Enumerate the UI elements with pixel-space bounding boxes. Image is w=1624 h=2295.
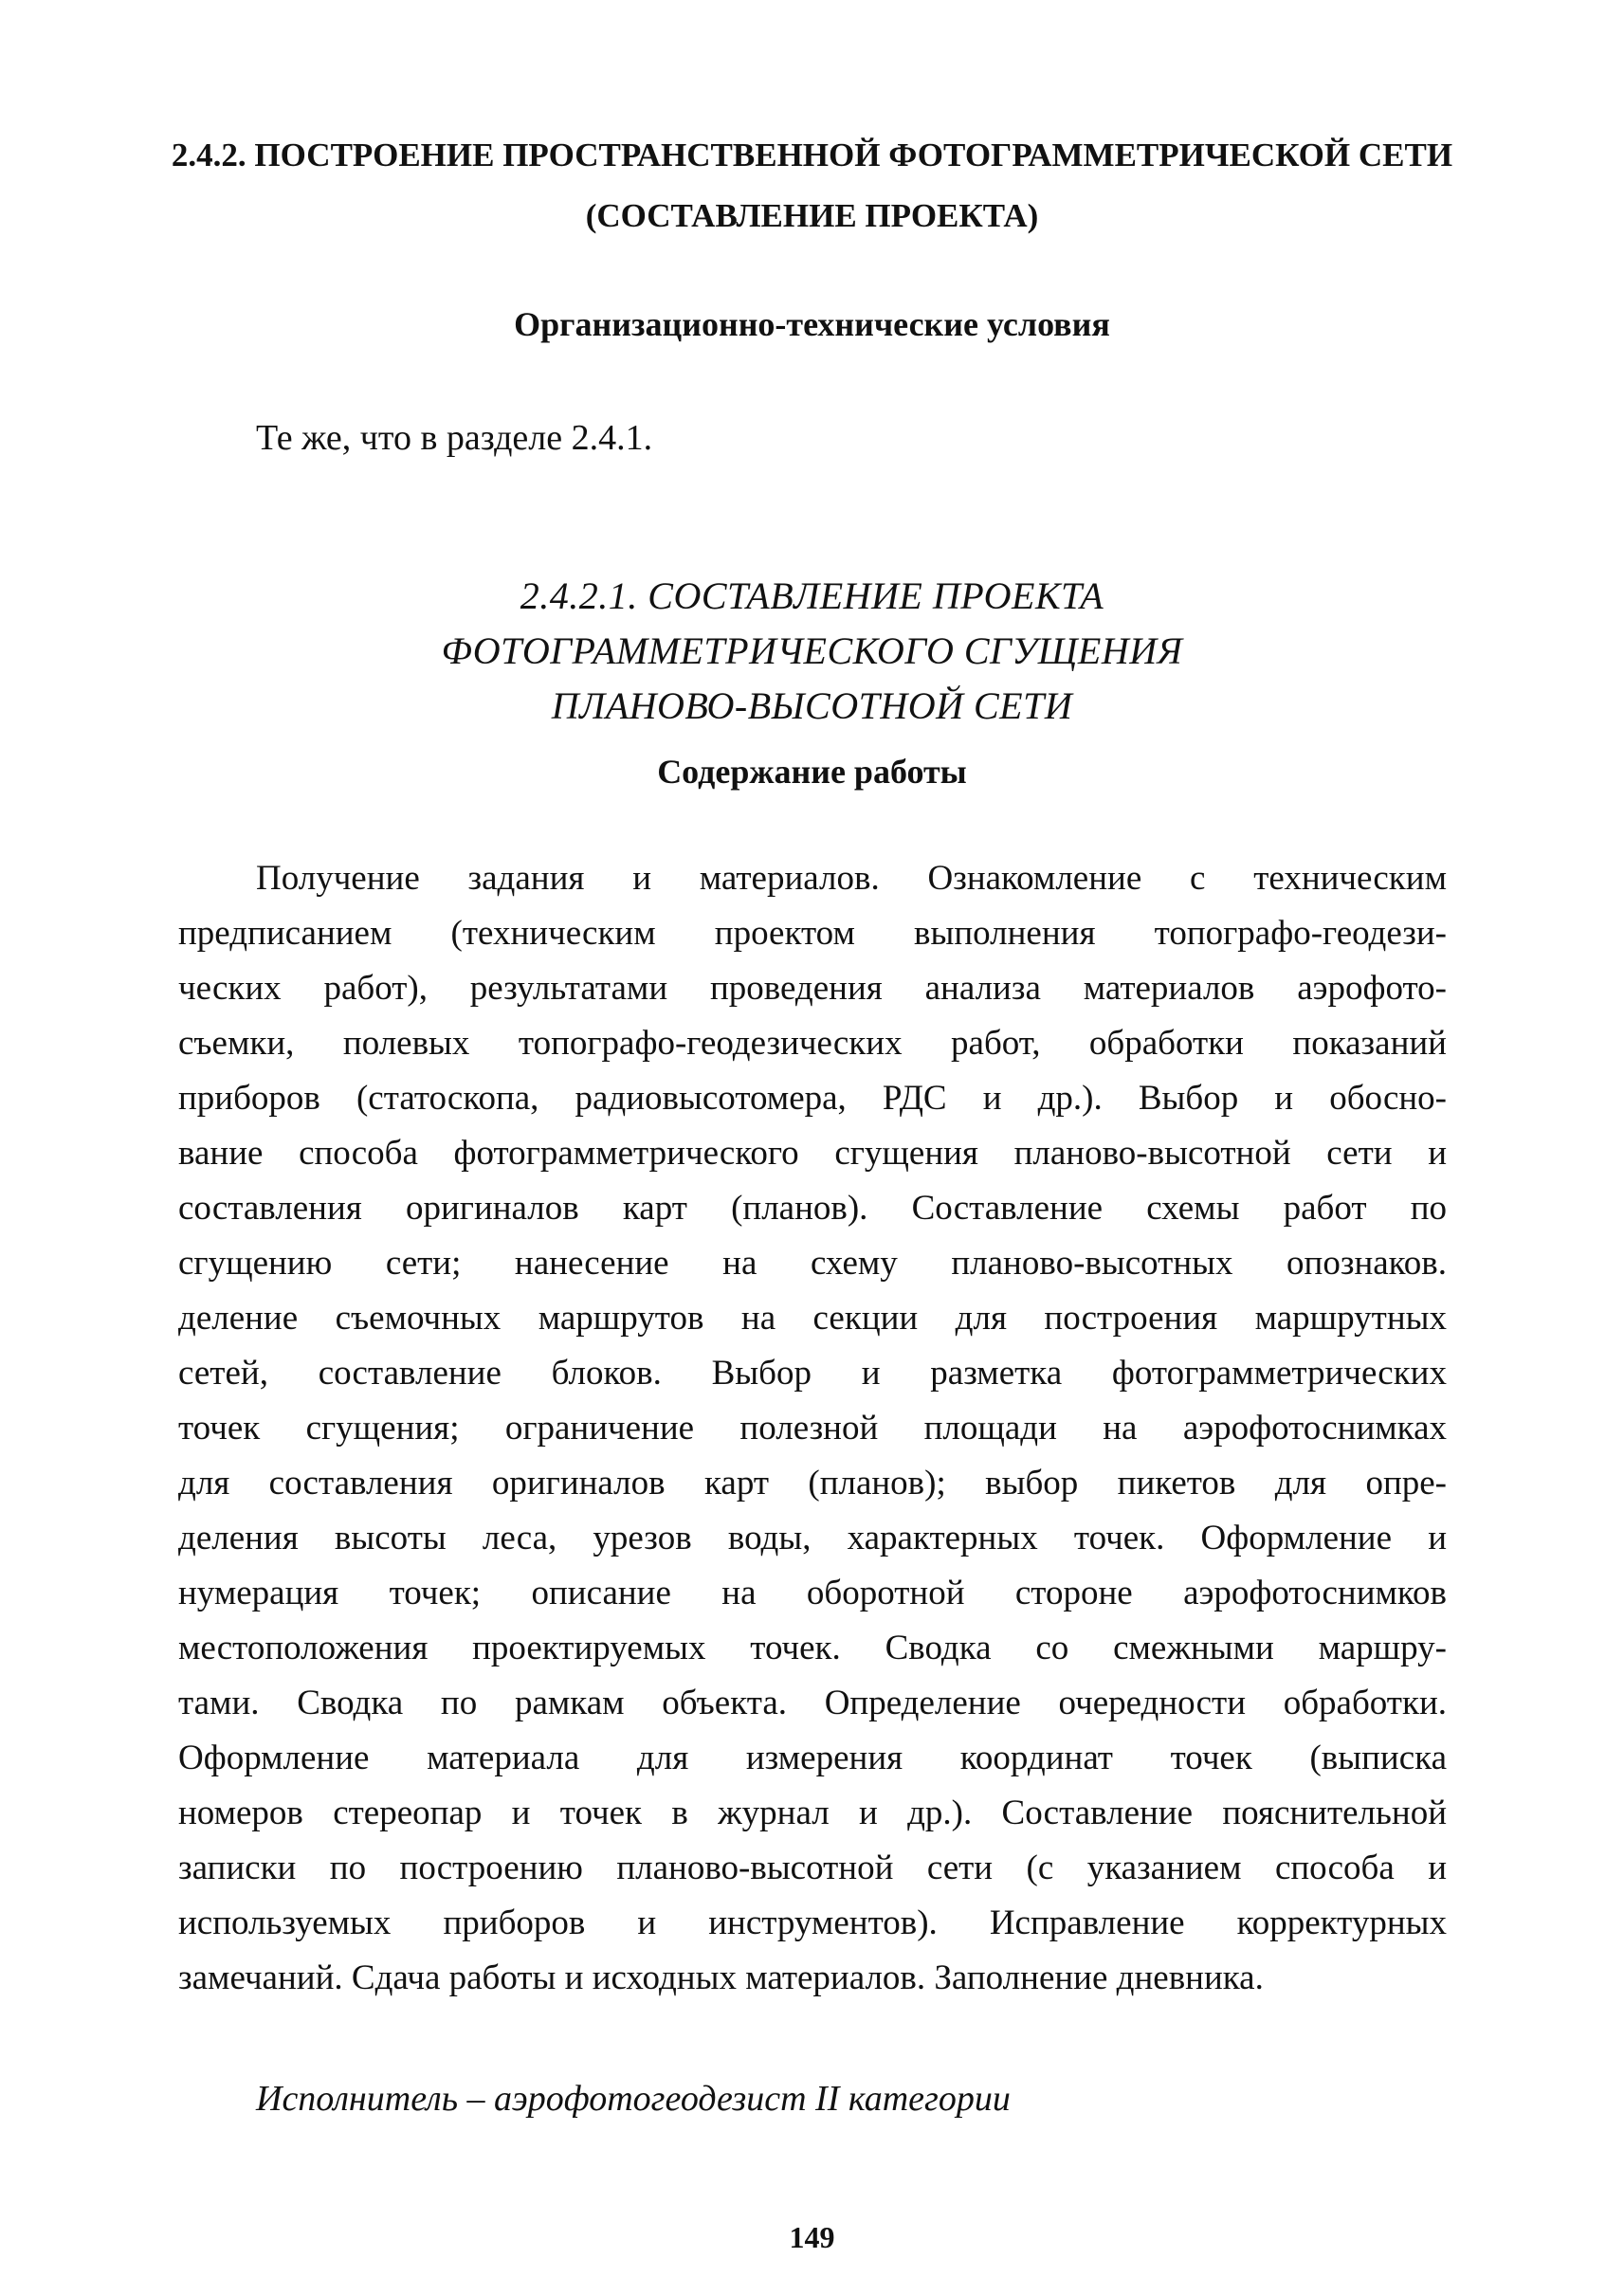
paragraph-line: нумерация точек; описание на оборотной стороне аэрофотоснимков: [178, 1574, 1447, 1612]
paragraph-line: Оформление материала для измерения координат точек (выписка: [178, 1739, 1447, 1777]
paragraph-line: сгущению сети; нанесение на схему планово-высотных опознаков.: [178, 1244, 1447, 1283]
paragraph-line: точек сгущения; ограничение полезной площади на аэрофотоснимках: [178, 1409, 1447, 1448]
paragraph-line: местоположения проектируемых точек. Сводка со смежными маршру-: [178, 1629, 1447, 1667]
executor-line: Исполнитель – аэрофотогеодезист II категории: [256, 2079, 1011, 2119]
paragraph-line: тами. Сводка по рамкам объекта. Определение очередности обработки.: [178, 1684, 1447, 1722]
subsection-title: [152, 569, 1472, 734]
section-title-line: 2.4.2. ПОСТРОЕНИЕ ПРОСТРАНСТВЕННОЙ ФОТОГРАММЕТРИЧЕСКОЙ СЕТИ: [171, 137, 1453, 173]
paragraph-line: вание способа фотограмметрического сгущения планово-высотной сети и: [178, 1134, 1447, 1173]
paragraph-line: номеров стереопар и точек в журнал и др.). Составление пояснительной: [178, 1794, 1447, 1832]
paragraph-line: используемых приборов и инструментов). Исправление корректурных: [178, 1903, 1447, 1942]
paragraph-line: предписанием (техническим проектом выполнения топографо-геодези-: [178, 914, 1447, 953]
page-number: 149: [789, 2220, 835, 2254]
paragraph-line: замечаний. Сдача работы и исходных материалов. Заполнение дневника.: [178, 1958, 1264, 1997]
conditions-heading: Организационно-технические условия: [514, 305, 1110, 343]
content-heading: Содержание работы: [657, 753, 967, 791]
paragraph-line: Получение задания и материалов. Ознакомление с техническим: [256, 859, 1447, 898]
paragraph-line: приборов (статоскопа, радиовысотомера, РДС и др.). Выбор и обосно-: [178, 1079, 1447, 1118]
paragraph-line: составления оригиналов карт (планов). Составление схемы работ по: [178, 1189, 1447, 1228]
section-title: [152, 125, 1472, 246]
paragraph-line: деления высоты леса, урезов воды, характерных точек. Оформление и: [178, 1519, 1447, 1557]
subsection-title-line: 2.4.2.1. СОСТАВЛЕНИЕ ПРОЕКТА: [520, 574, 1104, 617]
paragraph-line: ческих работ), результатами проведения анализа материалов аэрофото-: [178, 969, 1447, 1008]
content-paragraph: [178, 851, 1447, 2006]
paragraph-line: деление съемочных маршрутов на секции для построения маршрутных: [178, 1299, 1447, 1338]
paragraph-line: записки по построению планово-высотной сети (с указанием способа и: [178, 1849, 1447, 1887]
conditions-text: Те же, что в разделе 2.4.1.: [256, 418, 653, 458]
subsection-title-line: ПЛАНОВО-ВЫСОТНОЙ СЕТИ: [551, 684, 1073, 727]
paragraph-line: для составления оригиналов карт (планов); выбор пикетов для опре-: [178, 1464, 1447, 1503]
section-title-line: (СОСТАВЛЕНИЕ ПРОЕКТА): [585, 197, 1039, 234]
paragraph-line: съемки, полевых топографо-геодезических работ, обработки показаний: [178, 1024, 1447, 1063]
subsection-title-line: ФОТОГРАММЕТРИЧЕСКОГО СГУЩЕНИЯ: [441, 629, 1183, 672]
paragraph-line: сетей, составление блоков. Выбор и разметка фотограмметрических: [178, 1354, 1447, 1393]
